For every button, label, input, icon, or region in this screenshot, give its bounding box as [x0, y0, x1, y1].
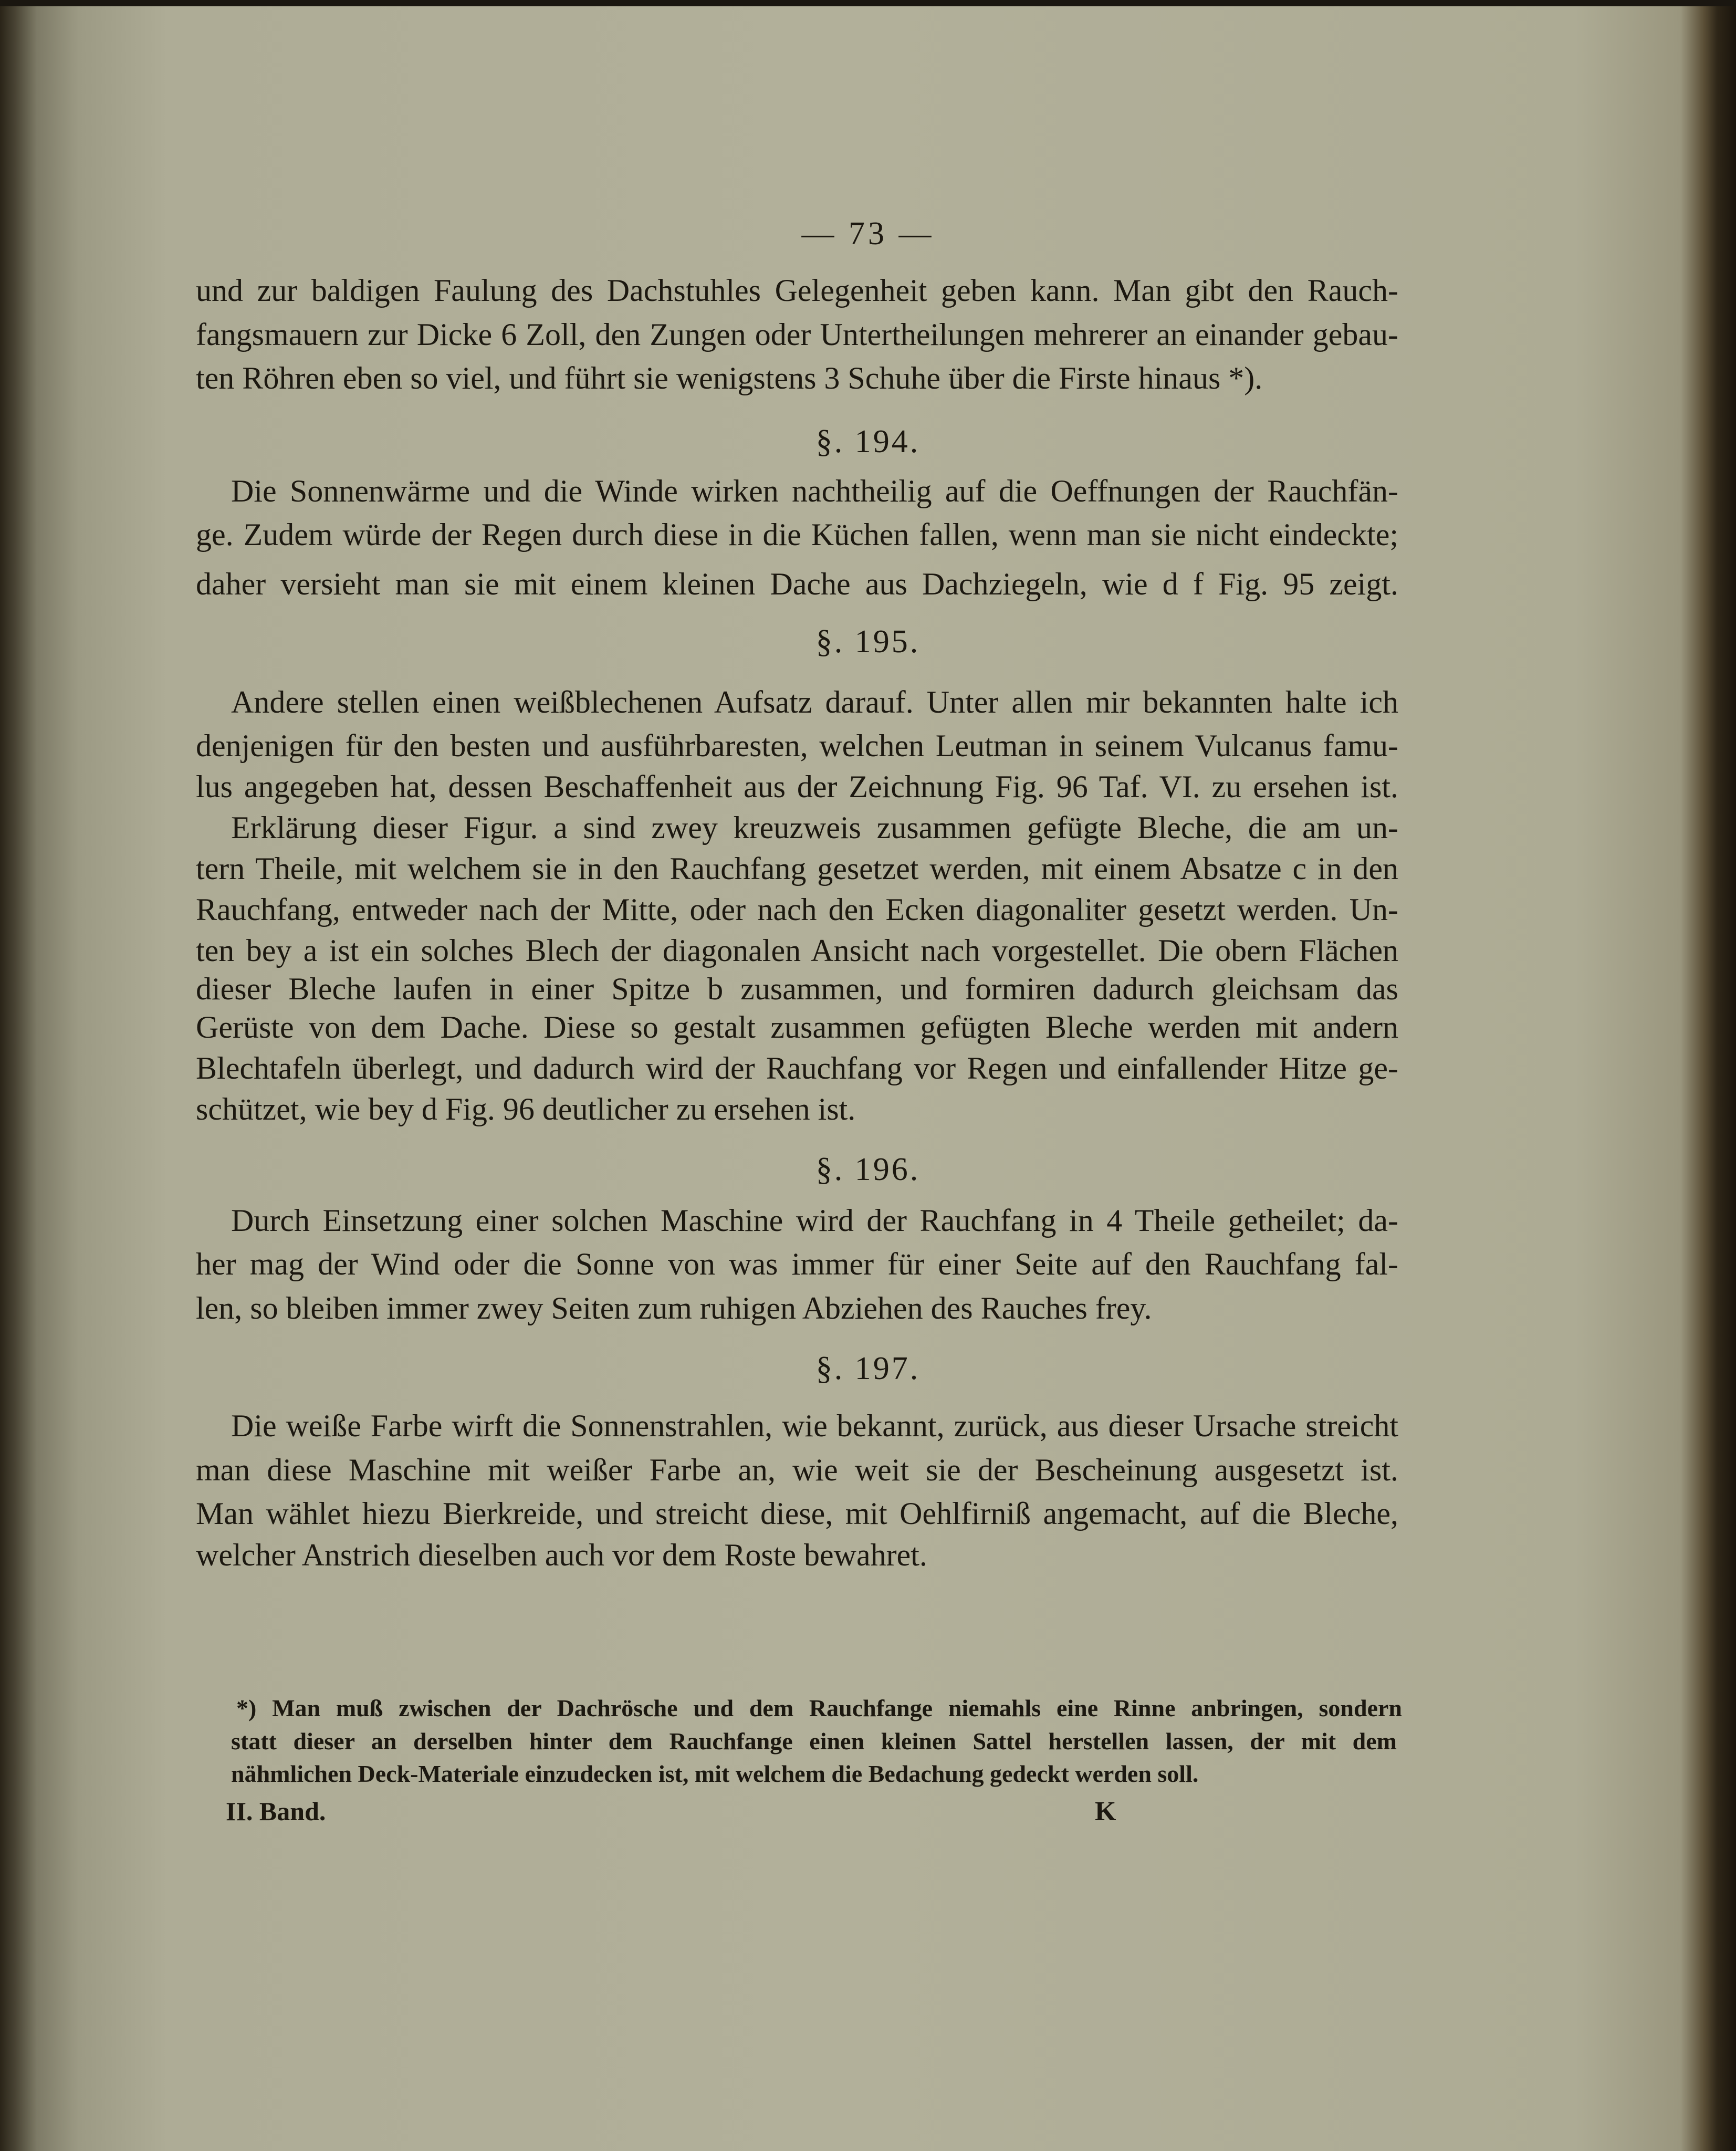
section-heading: §. 195.	[815, 624, 921, 660]
text-line: len, so bleiben immer zwey Seiten zum ruhigen Abziehen des Rauches frey.	[196, 1291, 1152, 1325]
text-line: Die Sonnenwärme und die Winde wirken nachtheilig auf die Oeffnungen der Rauchfän-	[231, 474, 1398, 508]
volume-mark: II. Band.	[226, 1797, 326, 1826]
footnote-line: nähmlichen Deck-Materiale einzudecken ist, mit welchem die Bedachung gedeckt werden soll.	[231, 1760, 1199, 1787]
text-line: her mag der Wind oder die Sonne von was immer für einer Seite auf den Rauchfang fal-	[196, 1247, 1398, 1281]
signature-mark: K	[1095, 1797, 1116, 1826]
text-line: Erklärung dieser Figur. a sind zwey kreuzweis zusammen gefügte Bleche, die am un-	[231, 810, 1398, 845]
page-number: — 73 —	[801, 216, 935, 252]
footnote-line: *) Man muß zwischen der Dachrösche und dem Rauchfange niemahls eine Rinne anbringen, sondern	[236, 1695, 1402, 1721]
footnote-line: statt dieser an derselben hinter dem Rauchfange einen kleinen Sattel herstellen lassen, der mit dem	[231, 1728, 1397, 1755]
text-line: tern Theile, mit welchem sie in den Rauchfang gesetzet werden, mit einem Absatze c in den	[196, 851, 1398, 886]
text-line: ten Röhren eben so viel, und führt sie wenigstens 3 Schuhe über die Firste hinaus *).	[196, 361, 1263, 395]
text-line: Durch Einsetzung einer solchen Maschine wird der Rauchfang in 4 Theile getheilet; da-	[231, 1203, 1398, 1238]
text-line: Rauchfang, entweder nach der Mitte, oder nach den Ecken diagonaliter gesetzt werden. Un-	[196, 892, 1398, 927]
text-line: denjenigen für den besten und ausführbaresten, welchen Leutman in seinem Vulcanus famu-	[196, 728, 1398, 763]
text-line: Die weiße Farbe wirft die Sonnenstrahlen, wie bekannt, zurück, aus dieser Ursache streicht	[231, 1408, 1398, 1443]
text-line: lus angegeben hat, dessen Beschaffenheit aus der Zeichnung Fig. 96 Taf. VI. zu ersehen ist.	[196, 769, 1398, 804]
text-line: welcher Anstrich dieselben auch vor dem Roste bewahret.	[196, 1538, 927, 1572]
text-line: ten bey a ist ein solches Blech der diagonalen Ansicht nach vorgestellet. Die obern Flächen	[196, 933, 1398, 968]
text-line: und zur baldigen Faulung des Dachstuhles Gelegenheit geben kann. Man gibt den Rauch-	[196, 273, 1398, 308]
text-line: Andere stellen einen weißblechenen Aufsatz darauf. Unter allen mir bekannten halte ich	[231, 685, 1398, 719]
scan-border	[0, 0, 1736, 6]
text-line: schützet, wie bey d Fig. 96 deutlicher zu ersehen ist.	[196, 1092, 856, 1126]
text-line: fangsmauern zur Dicke 6 Zoll, den Zungen oder Untertheilungen mehrerer an einander gebau-	[196, 317, 1398, 352]
section-heading: §. 197.	[815, 1351, 921, 1386]
text-line: daher versieht man sie mit einem kleinen Dache aus Dachziegeln, wie d f Fig. 95 zeigt.	[196, 567, 1398, 601]
text-line: dieser Bleche laufen in einer Spitze b zusammen, und formiren dadurch gleichsam das	[196, 972, 1398, 1006]
text-line: man diese Maschine mit weißer Farbe an, wie weit sie der Bescheinung ausgesetzt ist.	[196, 1453, 1398, 1487]
text-line: Man wählet hiezu Bierkreide, und streicht diese, mit Oehlfirniß angemacht, auf die Bleche,	[196, 1496, 1398, 1531]
section-heading: §. 194.	[815, 424, 921, 460]
text-line: ge. Zudem würde der Regen durch diese in die Küchen fallen, wenn man sie nicht eindeckte;	[196, 517, 1398, 552]
section-heading: §. 196.	[815, 1152, 921, 1187]
text-line: Gerüste von dem Dache. Diese so gestalt zusammen gefügten Bleche werden mit andern	[196, 1010, 1398, 1045]
text-line: Blechtafeln überlegt, und dadurch wird der Rauchfang vor Regen und einfallender Hitze ge-	[196, 1051, 1398, 1085]
